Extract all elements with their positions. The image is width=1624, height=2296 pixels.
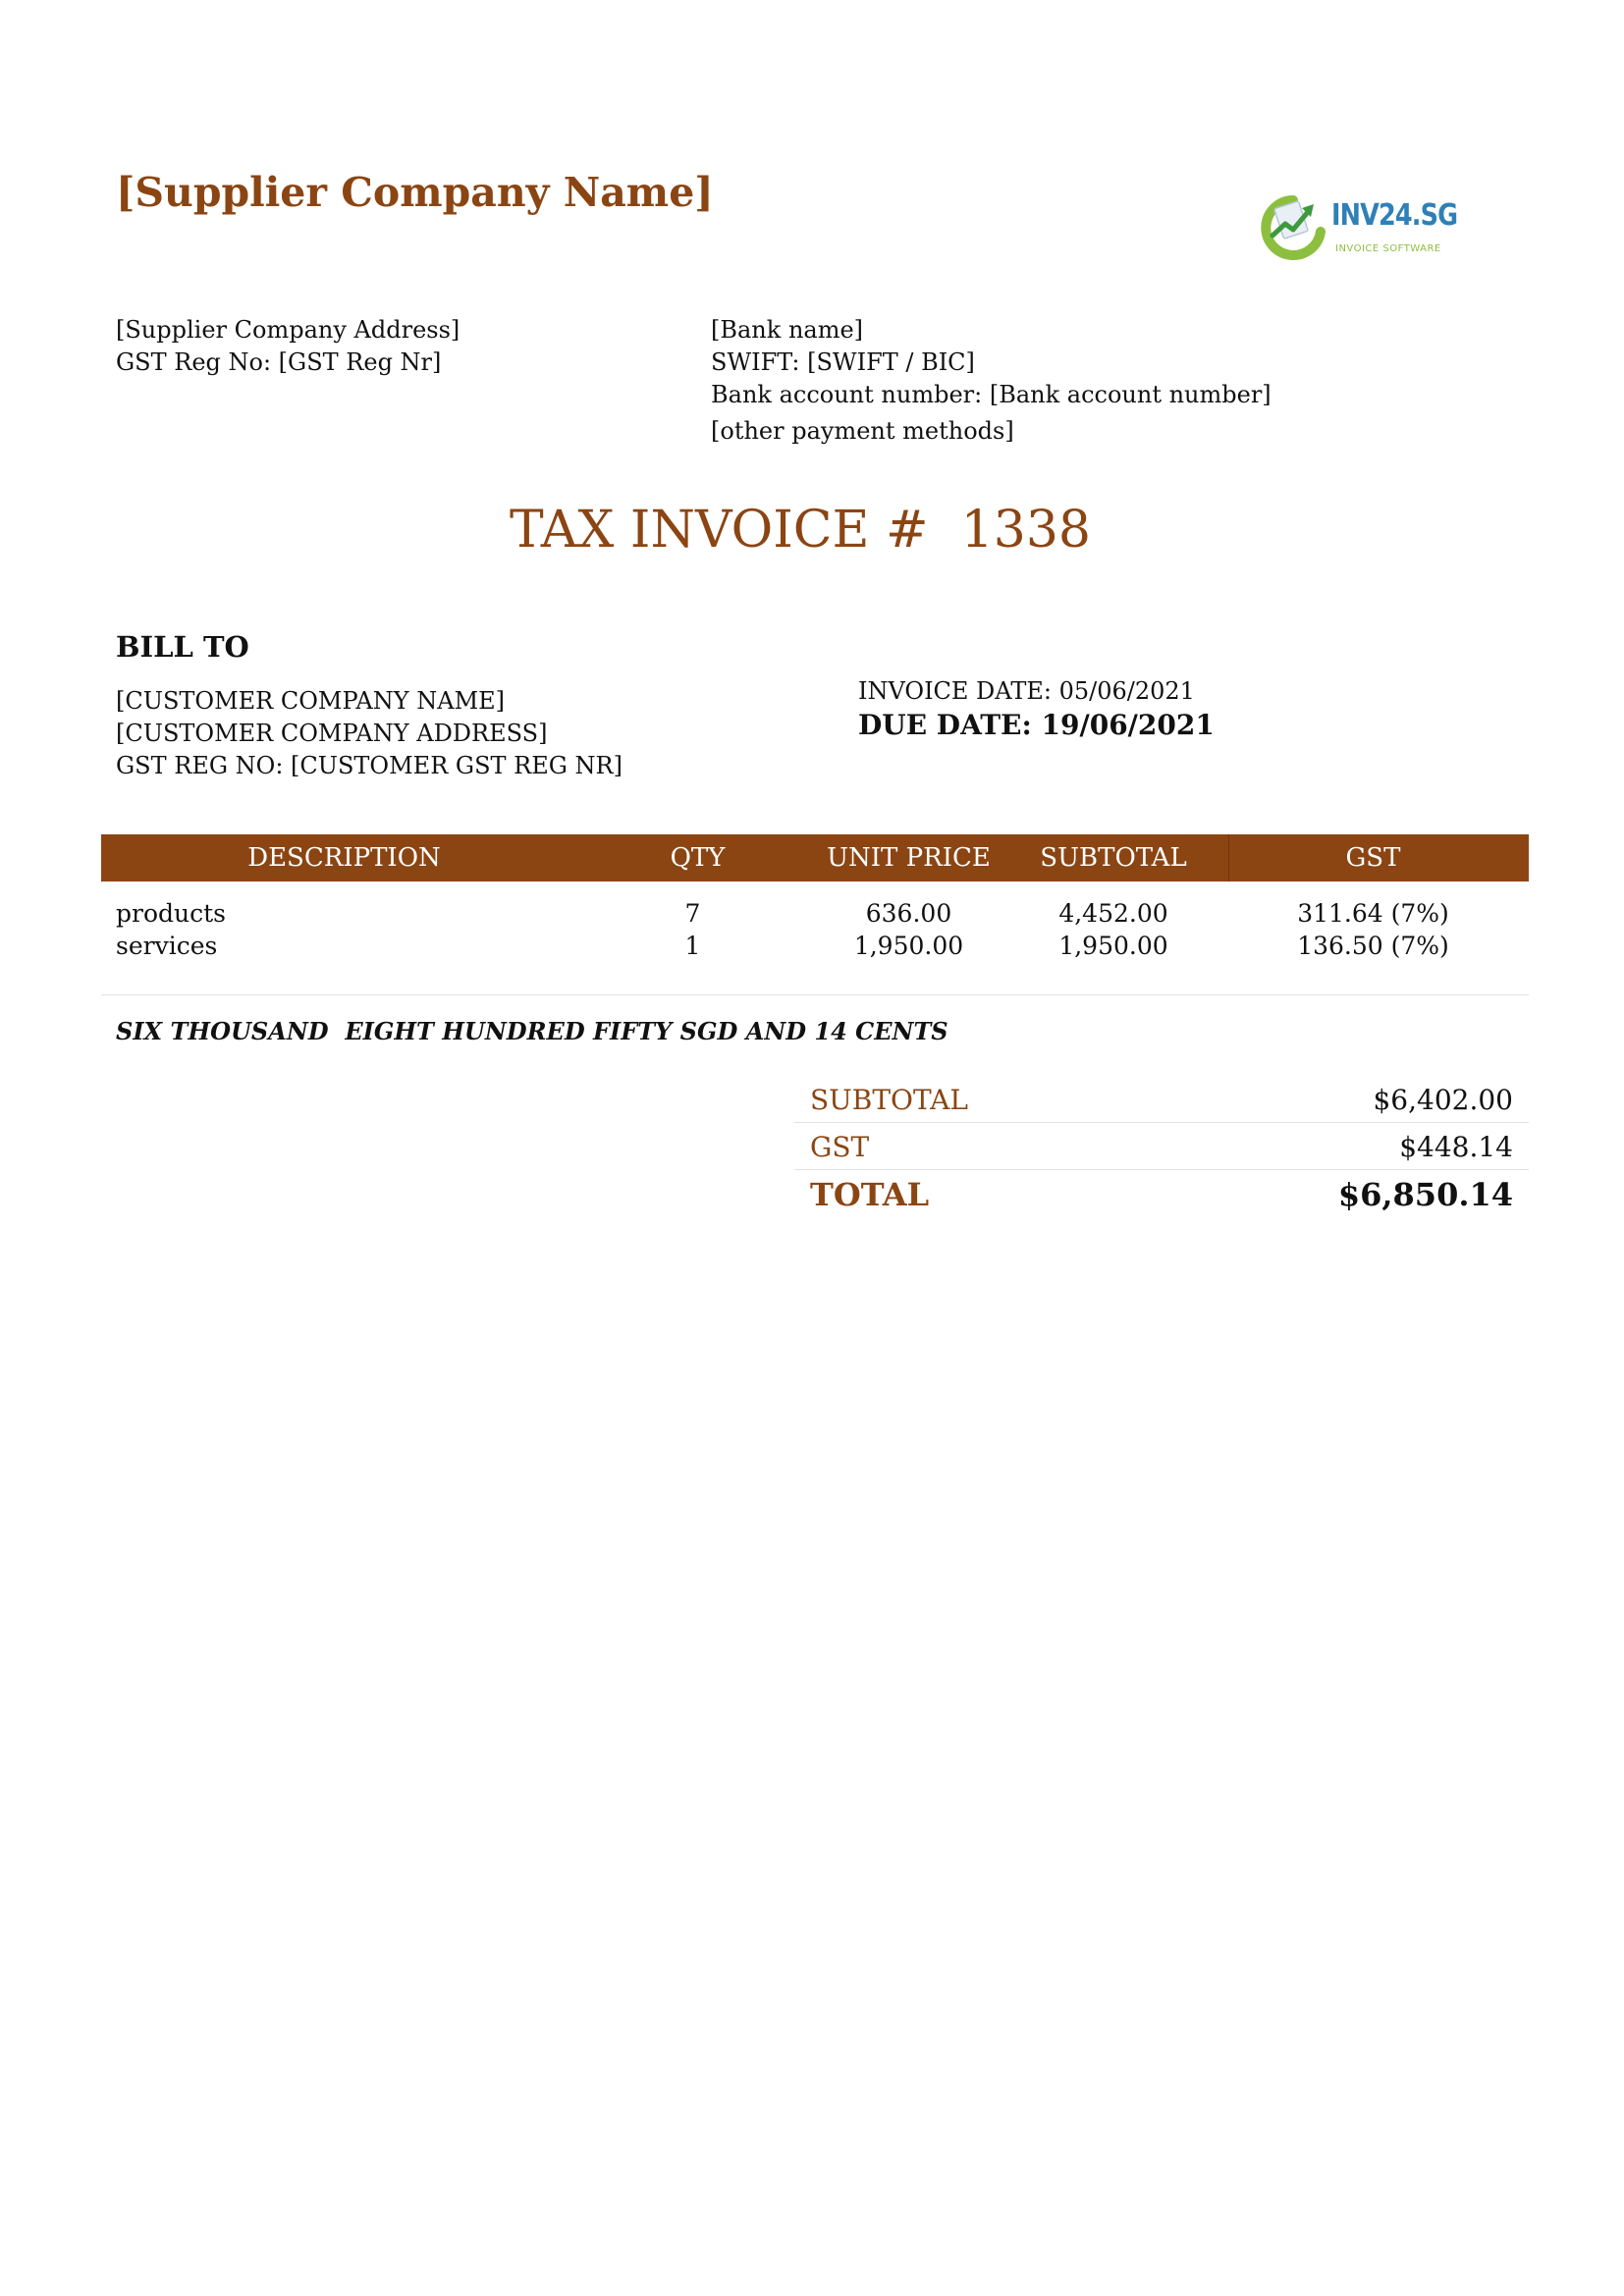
item-gst: 136.50 (7%)	[1297, 932, 1449, 960]
bank-info	[711, 314, 1272, 448]
customer-info	[116, 685, 623, 782]
column-header-subtotal: SUBTOTAL	[1040, 843, 1187, 873]
item-description: products	[116, 899, 226, 928]
column-header-qty: QTY	[670, 843, 726, 873]
inv24-logo[interactable]	[1259, 192, 1475, 271]
bank-name: [Bank name]	[711, 316, 864, 344]
item-gst: 311.64 (7%)	[1297, 899, 1449, 928]
due-date: DUE DATE: 19/06/2021	[858, 709, 1215, 741]
table-row	[101, 930, 1529, 962]
logo-brand-text: INV24.SG	[1331, 198, 1458, 233]
column-header-description: DESCRIPTION	[247, 843, 441, 873]
table-divider	[101, 994, 1529, 995]
column-header-unit-price: UNIT PRICE	[827, 843, 991, 873]
gst-row	[794, 1123, 1529, 1170]
item-unit-price: 1,950.00	[853, 932, 964, 960]
logo-tagline: INVOICE SOFTWARE	[1335, 243, 1441, 254]
customer-gst-reg: GST REG NO: [CUSTOMER GST REG NR]	[116, 752, 623, 779]
item-qty: 7	[684, 899, 701, 928]
subtotal-row	[794, 1076, 1529, 1123]
items-table-header	[101, 834, 1529, 881]
totals-summary	[794, 1076, 1529, 1223]
bill-to-heading: BILL TO	[116, 630, 249, 664]
items-table-body	[101, 897, 1529, 962]
item-unit-price: 636.00	[865, 899, 952, 928]
gst-value: $448.14	[1399, 1131, 1513, 1163]
invoice-dates	[858, 675, 1215, 743]
invoice-title: TAX INVOICE # 1338	[509, 501, 1092, 560]
subtotal-value: $6,402.00	[1373, 1084, 1513, 1116]
total-row	[794, 1170, 1529, 1223]
gst-label: GST	[810, 1131, 870, 1163]
chart-arrow-icon	[1259, 192, 1327, 263]
bank-account-number: Bank account number: [Bank account number]	[711, 381, 1272, 408]
table-row	[101, 897, 1529, 930]
item-subtotal: 1,950.00	[1058, 932, 1168, 960]
item-description: services	[116, 932, 218, 960]
supplier-info	[116, 314, 460, 379]
subtotal-label: SUBTOTAL	[810, 1084, 968, 1116]
item-subtotal: 4,452.00	[1058, 899, 1168, 928]
customer-company-name: [CUSTOMER COMPANY NAME]	[116, 687, 506, 715]
supplier-address: [Supplier Company Address]	[116, 316, 460, 344]
customer-company-address: [CUSTOMER COMPANY ADDRESS]	[116, 720, 548, 747]
invoice-date: INVOICE DATE: 05/06/2021	[858, 677, 1195, 705]
item-qty: 1	[684, 932, 701, 960]
total-value: $6,850.14	[1337, 1176, 1513, 1213]
column-header-gst: GST	[1345, 843, 1401, 873]
amount-in-words: SIX THOUSAND EIGHT HUNDRED FIFTY SGD AND 14 CENTS	[116, 1017, 948, 1045]
total-label: TOTAL	[810, 1176, 930, 1213]
other-payment-methods: [other payment methods]	[711, 417, 1014, 445]
supplier-gst-reg: GST Reg No: [GST Reg Nr]	[116, 348, 442, 376]
supplier-company-name: [Supplier Company Name]	[116, 169, 714, 216]
bank-swift: SWIFT: [SWIFT / BIC]	[711, 348, 975, 376]
